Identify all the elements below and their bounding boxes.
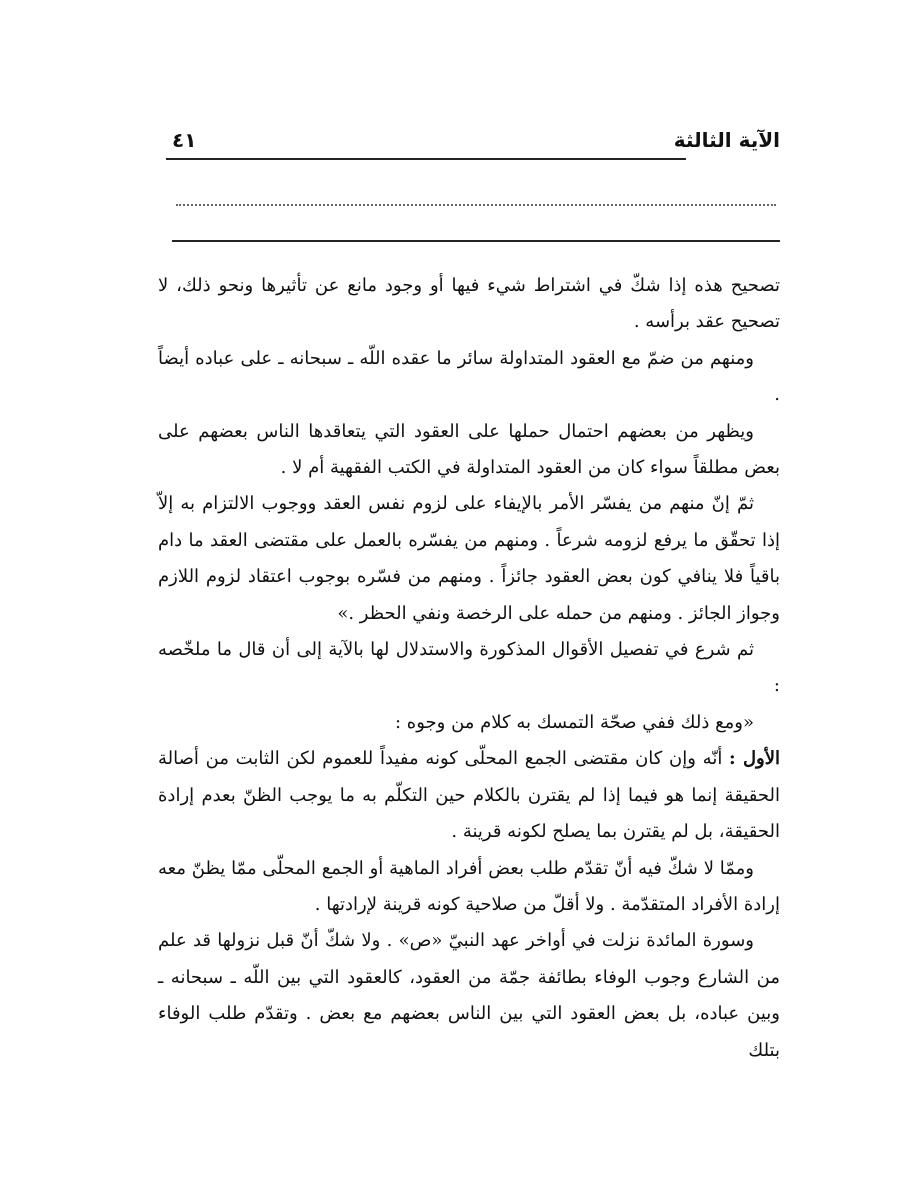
paragraph (158, 705, 780, 741)
chapter-title: الآية الثالثة (673, 128, 780, 152)
paragraph (158, 632, 780, 705)
paragraph (158, 741, 780, 850)
paragraph-lead: الأول : (729, 748, 780, 770)
running-header (166, 128, 780, 162)
paragraph-text: ويظهر من بعضهم احتمال حملها على العقود التي يتعاقدها الناس بعضهم على بعض مطلقاً سواء كان من العقود المتداولة في الكتب الفقهية أم لا . (158, 420, 780, 479)
paragraph (158, 268, 780, 341)
paragraph (158, 341, 780, 414)
paragraph (158, 923, 780, 1069)
header-rule (166, 158, 686, 160)
paragraph-text: أنّه وإن كان مقتضى الجمع المحلّى كونه مفيداً للعموم لكن الثابت من أصالة الحقيقة إنما هو فيما إذا لم يقترن بالكلام حين التكلّم به ما يوجب الظنّ بعدم إرادة الحقيقة، بل لم يقترن بما يصلح لكونه قرينة . (158, 748, 780, 843)
section-rule (172, 240, 780, 242)
paragraph-text: وممّا لا شكّ فيه أنّ تقدّم طلب بعض أفراد الماهية أو الجمع المحلّى ممّا يظنّ معه إرادة الأفراد المتقدّمة . ولا أقلّ من صلاحية كونه قرينة لإرادتها . (158, 857, 780, 915)
paragraph-text: ثم شرع في تفصيل الأقوال المذكورة والاستدلال لها بالآية إلى أن قال ما ملخّصه : (158, 639, 780, 697)
paragraph (158, 851, 780, 924)
paragraph (158, 414, 780, 487)
dotted-separator (176, 204, 776, 206)
paragraph-text: وسورة المائدة نزلت في أواخر عهد النبيّ «ص» . ولا شكّ أنّ قبل نزولها قد علم من الشارع وجوب الوفاء بطائفة جمّة من العقود، كالعقود التي بين اللّه ـ سبحانه ـ وبين عباده، بل بعض العقود التي بين الناس بعضهم مع بعض . وتقدّم طلب الوفاء بتلك (158, 930, 780, 1061)
body-text (158, 268, 780, 1069)
paragraph-text: «ومع ذلك ففي صحّة التمسك به كلام من وجوه : (395, 711, 754, 733)
paragraph (158, 486, 780, 632)
paragraph-text: ثمّ إنّ منهم من يفسّر الأمر بالإيفاء على لزوم نفس العقد ووجوب الالتزام به إلاّ إذا تحقّق ما يرفع لزومه شرعاً . ومنهم من يفسّره بالعمل على مقتضى العقد ما دام باقياً فلا ينافي كون بعض العقود جائزاً . ومنهم من فسّره بوجوب اعتقاد لزوم اللازم وجواز الجائز . ومنهم من حمله على الرخصة ونفي الحظر .» (158, 493, 780, 624)
paragraph-text: تصحيح هذه إذا شكّ في اشتراط شيء فيها أو وجود مانع عن تأثيرها ونحو ذلك، لا تصحيح عقد برأسه . (158, 275, 780, 333)
page-number: ٤١ (172, 128, 197, 152)
paragraph-text: ومنهم من ضمّ مع العقود المتداولة سائر ما عقده اللّه ـ سبحانه ـ على عباده أيضاً . (158, 347, 780, 406)
